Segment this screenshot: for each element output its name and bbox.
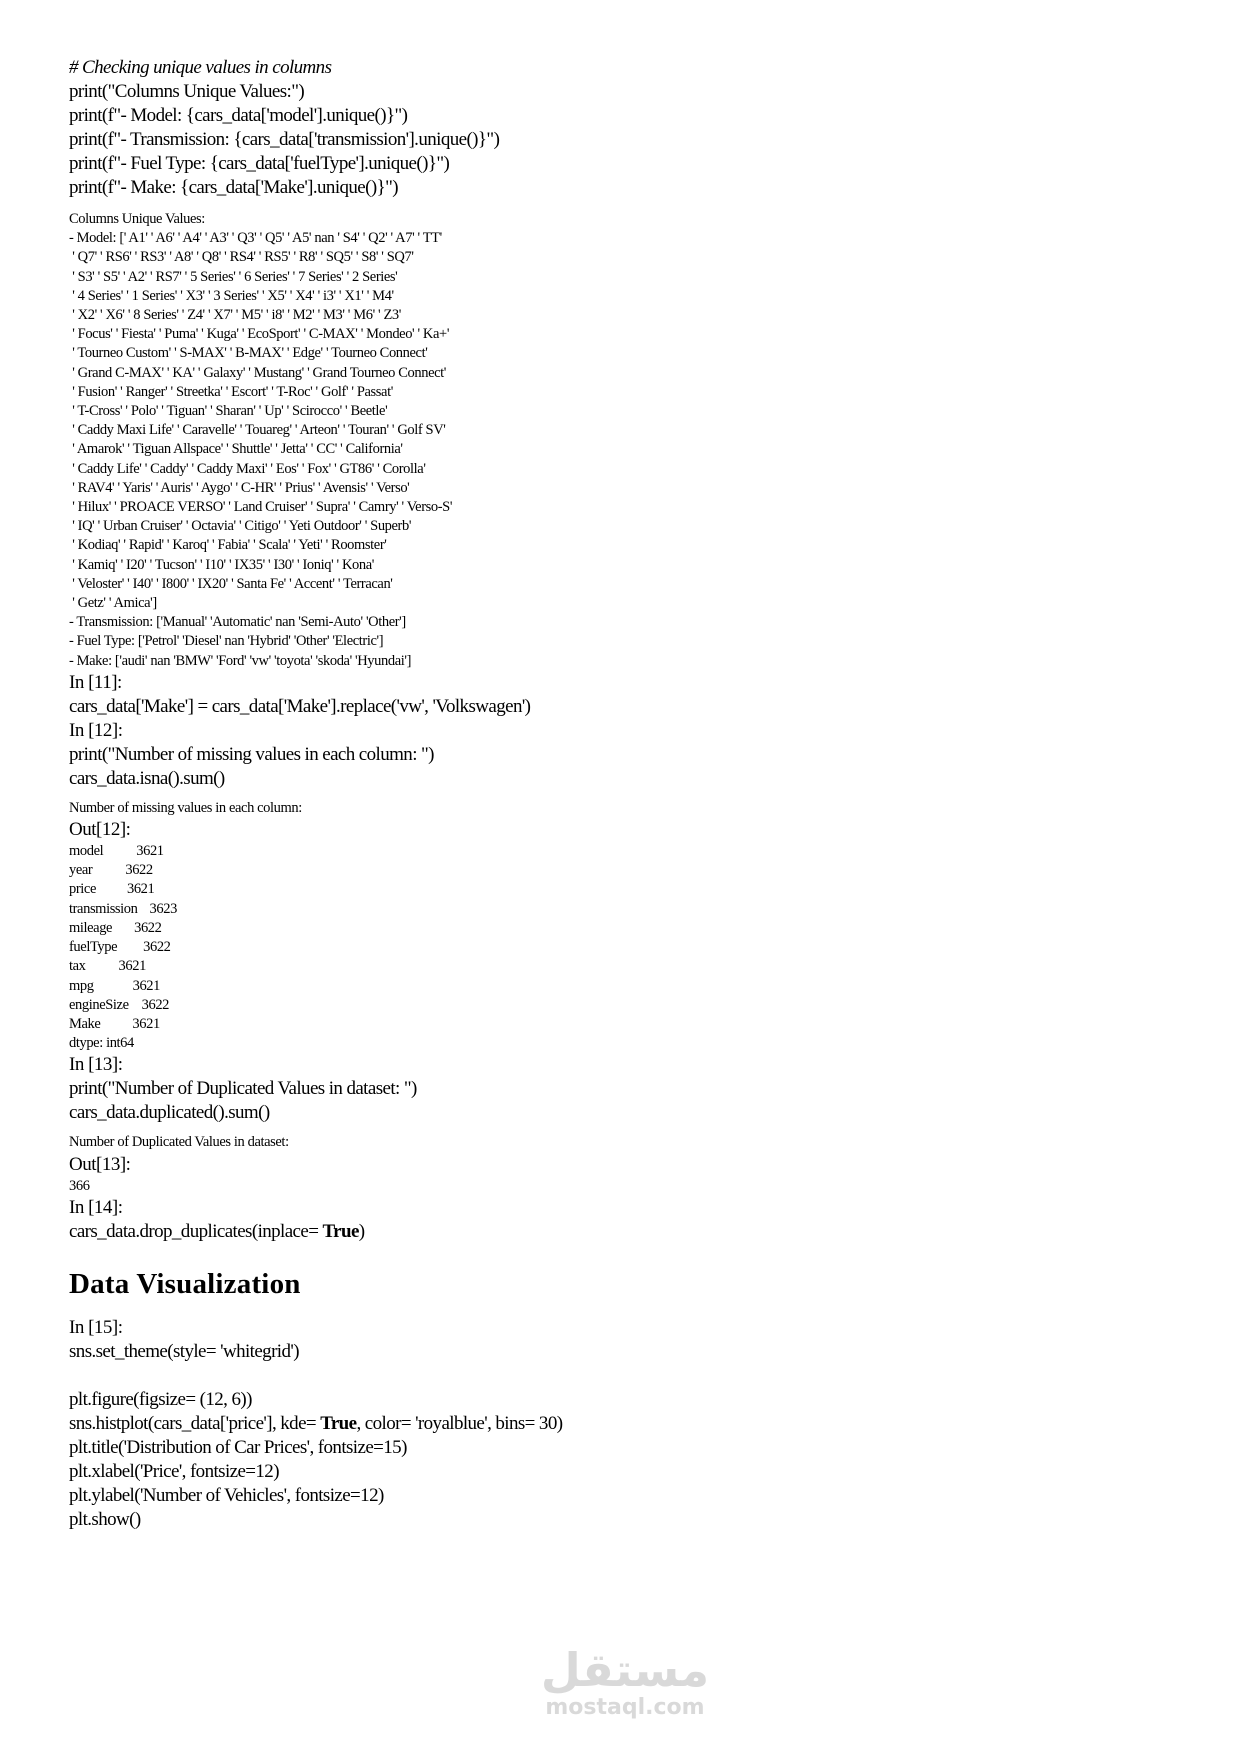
code-line[interactable]: cars_data['Make'] = cars_data['Make'].replace('vw', 'Volkswagen') [69, 695, 531, 717]
output-line: ' Fusion' ' Ranger' ' Streetka' ' Escort' ' T-Roc' ' Golf' ' Passat' [69, 383, 393, 400]
cell12-code[interactable] [69, 743, 1189, 791]
series-name: engineSize [69, 996, 129, 1013]
series-row [69, 957, 1189, 976]
output-line: ' Caddy Life' ' Caddy' ' Caddy Maxi' ' Eos' ' Fox' ' GT86' ' Corolla' [69, 460, 426, 477]
code-line: plt.xlabel('Price', fontsize=12) [69, 1460, 279, 1482]
series-name: year [69, 862, 93, 879]
input-prompt: In [15]: [69, 1316, 123, 1338]
output-line: ' Caddy Maxi Life' ' Caravelle' ' Touareg' ' Arteon' ' Touran' ' Golf SV' [69, 422, 446, 439]
watermark-latin: mostaql.com [545, 1695, 705, 1720]
output-line: ' Q7' ' RS6' ' RS3' ' A8' ' Q8' ' RS4' ' RS5' ' R8' ' SQ5' ' S8' ' SQ7' [69, 249, 414, 266]
series-name: Make [69, 1015, 101, 1032]
dtype-line: dtype: int64 [69, 1035, 134, 1052]
code-line: plt.title('Distribution of Car Prices', fontsize=15) [69, 1436, 407, 1458]
series-row [69, 938, 1189, 957]
output-line: - Make: ['audi' nan 'BMW' 'Ford' 'vw' 'toyota' 'skoda' 'Hyundai'] [69, 652, 412, 669]
stdout-line: Number of missing values in each column: [69, 799, 302, 816]
code-line: plt.show() [69, 1508, 141, 1530]
stdout-line: Number of Duplicated Values in dataset: [69, 1134, 289, 1151]
series-row [69, 861, 1189, 880]
code-line[interactable] [69, 1220, 1189, 1244]
code-line: print(f"- Make: {cars_data['Make'].unique()}") [69, 177, 398, 198]
input-prompt: In [12]: [69, 719, 123, 741]
section-heading: Data Visualization [69, 1267, 301, 1300]
series-value: 3621 [126, 881, 155, 898]
series-value: 3622 [125, 862, 153, 879]
output-line: ' 4 Series' ' 1 Series' ' X3' ' 3 Series' ' X5' ' X4' ' i3' ' X1' ' M4' [69, 287, 394, 304]
input-prompt: In [14]: [69, 1196, 123, 1218]
result-value: 366 [69, 1177, 90, 1194]
series-value: 3622 [141, 996, 170, 1013]
output-line: ' Kodiaq' ' Rapid' ' Karoq' ' Fabia' ' Scala' ' Yeti' ' Roomster' [69, 537, 387, 554]
output-line: ' Veloster' ' I40' ' I800' ' IX20' ' Santa Fe' ' Accent' ' Terracan' [69, 575, 393, 592]
keyword-true: True [322, 1220, 359, 1242]
series-name: fuelType [69, 939, 118, 956]
input-prompt: In [13]: [69, 1054, 123, 1076]
cell13-code[interactable] [69, 1077, 1189, 1125]
code-line: cars_data.isna().sum() [69, 767, 225, 789]
code-text: , color= 'royalblue', bins= 30) [356, 1412, 563, 1434]
code-text: ) [358, 1220, 365, 1242]
cell15-code[interactable] [69, 1340, 1189, 1532]
output-prompt: Out[12]: [69, 819, 131, 841]
code-line: print(f"- Model: {cars_data['model'].unique()}") [69, 105, 408, 126]
code-line: print("Columns Unique Values:") [69, 81, 305, 102]
code-line [69, 1412, 1189, 1436]
code-text: sns.histplot(cars_data['price'], kde= [69, 1412, 321, 1434]
output-line: ' IQ' ' Urban Cruiser' ' Octavia' ' Citigo' ' Yeti Outdoor' ' Superb' [69, 518, 412, 535]
series-name: tax [69, 958, 86, 975]
series-name: mpg [69, 977, 94, 994]
cell10-code[interactable] [69, 56, 1189, 200]
series-row [69, 842, 1189, 861]
output-line: ' Focus' ' Fiesta' ' Puma' ' Kuga' ' EcoSport' ' C-MAX' ' Mondeo' ' Ka+' [69, 326, 450, 343]
series-row [69, 996, 1189, 1015]
output-line: ' S3' ' S5' ' A2' ' RS7' ' 5 Series' ' 6 Series' ' 7 Series' ' 2 Series' [69, 268, 398, 285]
cell10-output [69, 210, 1189, 671]
series-row [69, 919, 1189, 938]
output-prompt: Out[13]: [69, 1153, 131, 1175]
output-line: - Transmission: ['Manual' 'Automatic' nan 'Semi-Auto' 'Other'] [69, 614, 406, 631]
code-line: print(f"- Transmission: {cars_data['transmission'].unique()}") [69, 129, 500, 150]
output-line: ' Hilux' ' PROACE VERSO' ' Land Cruiser' ' Supra' ' Camry' ' Verso-S' [69, 499, 453, 516]
output-line: ' RAV4' ' Yaris' ' Auris' ' Aygo' ' C-HR' ' Prius' ' Avensis' ' Verso' [69, 479, 410, 496]
code-line: cars_data.duplicated().sum() [69, 1102, 270, 1124]
output-line: ' X2' ' X6' ' 8 Series' ' Z4' ' X7' ' M5' ' i8' ' M2' ' M3' ' M6' ' Z3' [69, 307, 401, 324]
series-row [69, 880, 1189, 899]
code-line: print(f"- Fuel Type: {cars_data['fuelType'].unique()}") [69, 153, 450, 174]
output-line: ' Grand C-MAX' ' KA' ' Galaxy' ' Mustang' ' Grand Tourneo Connect' [69, 364, 446, 381]
series-value: 3621 [132, 1015, 160, 1032]
input-prompt: In [11]: [69, 671, 122, 693]
mostaql-watermark [530, 1645, 720, 1721]
series-value: 3621 [118, 958, 146, 975]
series-value: 3621 [132, 977, 160, 994]
series-value: 3622 [134, 919, 162, 936]
series-row [69, 1015, 1189, 1034]
code-text: cars_data.drop_duplicates(inplace= [69, 1220, 323, 1242]
output-line: ' Getz' ' Amica'] [69, 595, 157, 612]
series-name: transmission [69, 900, 138, 917]
output-line: Columns Unique Values: [69, 211, 205, 227]
series-name: price [69, 881, 96, 898]
output-line: ' Kamiq' ' I20' ' Tucson' ' I10' ' IX35' ' I30' ' Ioniq' ' Kona' [69, 556, 374, 573]
code-line: plt.ylabel('Number of Vehicles', fontsize=12) [69, 1484, 384, 1506]
code-line: plt.figure(figsize= (12, 6)) [69, 1388, 252, 1410]
missing-values-series [69, 842, 1189, 1053]
series-value: 3623 [149, 900, 177, 917]
code-comment: # Checking unique values in columns [69, 57, 332, 78]
code-line: sns.set_theme(style= 'whitegrid') [69, 1340, 299, 1362]
output-line: ' T-Cross' ' Polo' ' Tiguan' ' Sharan' ' Up' ' Scirocco' ' Beetle' [69, 403, 388, 420]
series-name: mileage [69, 919, 113, 936]
code-line: print("Number of Duplicated Values in dataset: ") [69, 1078, 417, 1100]
code-line: print("Number of missing values in each column: ") [69, 743, 434, 765]
output-line: ' Tourneo Custom' ' S-MAX' ' B-MAX' ' Edge' ' Tourneo Connect' [69, 345, 428, 362]
series-value: 3621 [136, 843, 164, 860]
watermark-arabic: مستقل [540, 1643, 710, 1697]
keyword-true: True [320, 1412, 357, 1434]
output-line: ' Amarok' ' Tiguan Allspace' ' Shuttle' ' Jetta' ' CC' ' California' [69, 441, 403, 458]
series-row [69, 977, 1189, 996]
series-row [69, 900, 1189, 919]
blank-line [69, 1364, 1189, 1388]
notebook-page [69, 56, 1189, 1532]
series-name: model [69, 843, 104, 860]
series-value: 3622 [143, 939, 171, 956]
output-line: - Model: [' A1' ' A6' ' A4' ' A3' ' Q3' ' Q5' ' A5' nan ' S4' ' Q2' ' A7' ' TT' [69, 230, 442, 247]
output-line: - Fuel Type: ['Petrol' 'Diesel' nan 'Hybrid' 'Other' 'Electric'] [69, 633, 384, 650]
